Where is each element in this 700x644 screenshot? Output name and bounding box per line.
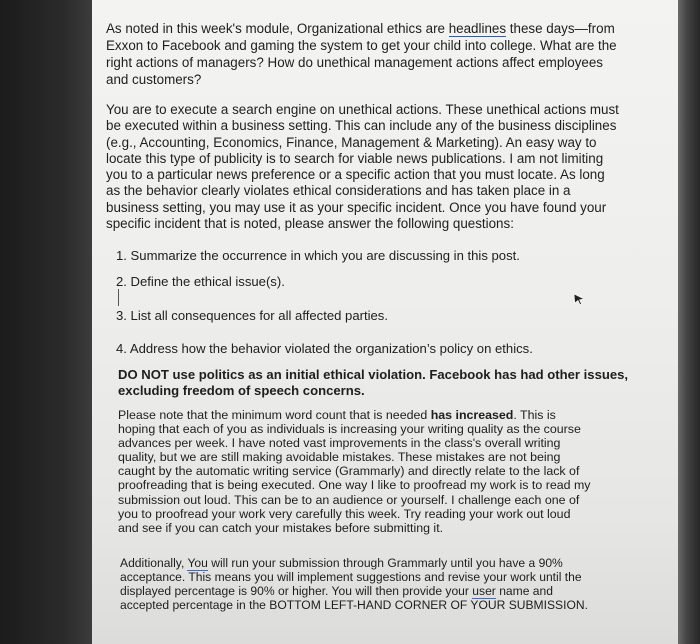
instructions-line: be executed within a business setting. This can include any of the business disciplines	[106, 118, 617, 134]
word-count-line-tail: . This is	[513, 408, 556, 422]
spellcheck-user[interactable]: user	[472, 583, 496, 598]
intro-line: As noted in this week's module, Organizational ethics are	[106, 21, 449, 36]
politics-line: DO NOT use politics as an initial ethical violation. Facebook has had other issues,	[118, 367, 629, 382]
instructions-line: specific incident that is noted, please answer the following questions:	[106, 216, 514, 232]
word-count-line: quality, but we are still making avoidable mistakes. These mistakes are not being	[118, 450, 561, 465]
instructions-line: you to a particular news preference or a specific action that you must locate. As long	[106, 167, 605, 183]
instructions-paragraph	[106, 102, 619, 232]
grammarly-line: accepted percentage in the BOTTOM LEFT-HAND CORNER OF YOUR SUBMISSION.	[120, 597, 588, 612]
word-count-line: advances per week. I have noted vast improvements in the class's overall writing	[118, 436, 561, 451]
grammarly-line: Additionally,	[120, 556, 188, 570]
question-4: 4. Address how the behavior violated the organization’s policy on ethics.	[116, 341, 533, 356]
word-count-line: submission out loud. This can be to an audience or yourself. I challenge each one of	[118, 492, 580, 507]
instructions-line: as the behavior clearly violates ethical considerations and has taken place in a	[106, 183, 571, 199]
grammarly-line: displayed percentage is 90% or higher. You will then provide your	[120, 583, 473, 598]
word-count-paragraph	[118, 408, 590, 535]
word-count-emphasis: has increased	[430, 408, 514, 422]
instructions-line: locate this type of publicity is to search for viable news publications. I am not limiting	[106, 150, 604, 166]
mouse-pointer-icon	[572, 292, 586, 306]
word-count-line: you to proofread your work very carefully this week. Try reading your work out loud	[118, 506, 571, 521]
word-count-line: caught by the automatic writing service (Grammarly) and directly relate to the lack of	[118, 464, 580, 479]
intro-line-tail: these days—from	[506, 21, 615, 36]
instructions-line: You are to execute a search engine on unethical actions. These unethical actions must	[106, 102, 619, 117]
politics-warning	[118, 367, 628, 399]
word-count-line: and see if you can catch your mistakes before submitting it.	[118, 520, 444, 535]
word-count-line: Please note that the minimum word count that is needed	[118, 408, 431, 422]
grammarly-paragraph	[120, 557, 588, 613]
question-2: 2. Define the ethical issue(s).	[116, 274, 285, 289]
document-page	[92, 0, 678, 644]
spellcheck-you[interactable]: You	[187, 556, 208, 570]
grammarly-line: acceptance. This means you will implement suggestions and revise your work until the	[120, 569, 582, 584]
intro-paragraph	[106, 20, 617, 88]
instructions-line: business setting, you may use it as your specific incident. Once you have found your	[106, 199, 607, 215]
spellcheck-headlines[interactable]: headlines	[448, 21, 507, 36]
instructions-line: (e.g., Accounting, Economics, Finance, Management & Marketing). An easy way to	[106, 134, 597, 150]
monitor-bezel-left	[0, 0, 92, 644]
word-count-line: hoping that each of you as individuals is increasing your writing quality as the course	[118, 422, 581, 437]
monitor-bezel-right	[678, 0, 700, 644]
grammarly-line-tail: will run your submission through Grammarly until you have a 90%	[207, 556, 563, 570]
intro-line: and customers?	[106, 72, 202, 87]
intro-line: right actions of managers? How do unethical management actions affect employees	[106, 55, 603, 70]
grammarly-line-tail: name and	[495, 583, 553, 598]
question-1: 1. Summarize the occurrence in which you are discussing in this post.	[116, 248, 520, 263]
text-cursor-icon	[118, 289, 119, 306]
question-3: 3. List all consequences for all affected parties.	[116, 308, 388, 323]
intro-line: Exxon to Facebook and gaming the system to get your child into college. What are the	[106, 38, 617, 53]
word-count-line: proofreading that is being executed. One way I like to proofread my work is to read my	[118, 478, 591, 493]
politics-line: excluding freedom of speech concerns.	[118, 383, 365, 398]
